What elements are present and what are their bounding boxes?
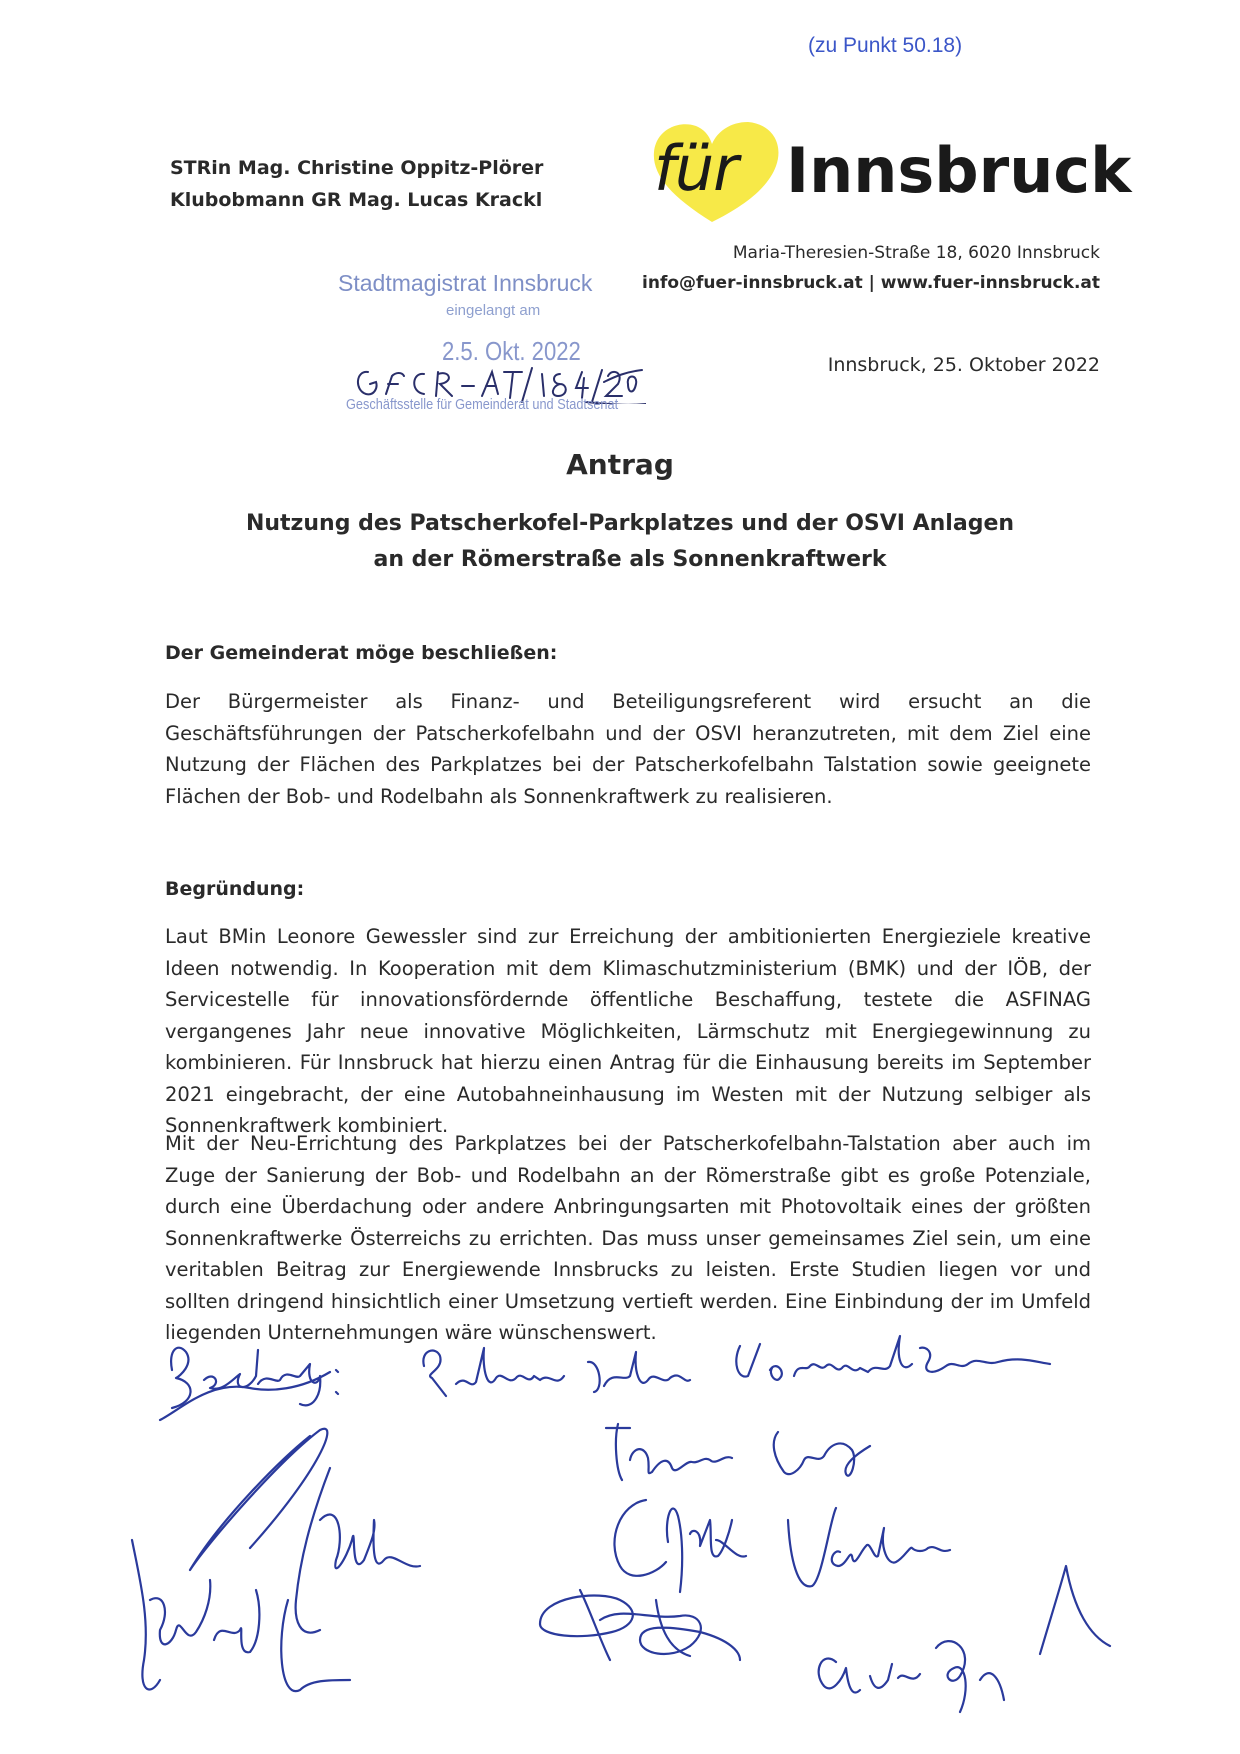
logo-word-fuer: für xyxy=(654,132,738,205)
stamp-org: Stadtmagistrat Innsbruck xyxy=(338,270,593,296)
authors-block xyxy=(170,152,543,216)
reason-paragraph-1: Laut BMin Leonore Gewessler sind zur Erreichung der ambitionierten Energieziele kreative Ideen notwendig. In Kooperation mit dem Klimaschutzministerium (BMK) und der IÖB, der Servicestelle für innovationsfördernde öffentliche Beschaffung, testete die ASFINAG vergangenes Jahr neue innovative Möglichkeiten, Lärmschutz mit Energiegewinnung zu kombinieren. Für Innsbruck hat hierzu einen Antrag für die Einhausung bereits im September 2021 eingebracht, der eine Autobahneinhausung im Westen mit der Nutzung selbiger als Sonnenkraftwerk kombiniert. xyxy=(165,925,1091,1137)
logo-word-innsbruck: Innsbruck xyxy=(786,134,1132,207)
author-1: STRin Mag. Christine Oppitz-Plörer xyxy=(170,157,544,179)
author-2: Klubobmann GR Mag. Lucas Krackl xyxy=(170,189,543,211)
signature-left-small xyxy=(132,1540,350,1691)
signature-note-entnahme xyxy=(423,1348,690,1396)
address-block xyxy=(642,238,1100,298)
stamp-received-label: eingelangt am xyxy=(446,302,541,319)
document-subtitle xyxy=(0,506,1240,578)
document-date: Innsbruck, 25. Oktober 2022 xyxy=(827,354,1100,376)
handwritten-file-number xyxy=(346,324,646,404)
received-stamp xyxy=(316,268,636,418)
motion-text: Der Bürgermeister als Finanz- und Beteiligungsreferent wird ersucht an die Geschäftsführungen der Patscherkofelbahn und der OSVI heranzutreten, mit dem Ziel eine Nutzung der Flächen des Parkplatzes bei der Patscherkofelbahn Talstation sowie geeignete Flächen der Bob- und Rodelbahn als Sonnenkraftwerk zu realisieren. xyxy=(165,690,1091,808)
agenda-reference: (zu Punkt 50.18) xyxy=(808,34,963,57)
signature-christoph xyxy=(614,1500,950,1592)
stamp-office: Geschäftsstelle für Gemeinderat und Stadtsenat xyxy=(346,396,619,413)
party-logo xyxy=(650,118,1132,228)
handwritten-signatures xyxy=(0,1320,1240,1754)
stamp-date: 2.5. Okt. 2022 xyxy=(442,336,581,366)
document-title: Antrag xyxy=(566,448,674,481)
subtitle-line-2: an der Römerstraße als Sonnenkraftwerk xyxy=(373,547,887,572)
subtitle-line-1: Nutzung des Patscherkofel-Parkplatzes und der OSVI Anlagen xyxy=(245,511,1015,536)
reason-paragraph-2: Mit der Neu-Errichtung des Parkplatzes bei der Patscherkofelbahn-Talstation aber auch im Zuge der Sanierung der Bob- und Rodelbahn an der Römerstraße gibt es große Potenziale, durch eine Überdachung oder andere Anbringungsarten mit Photovoltaik eines der größten Sonnenkraftwerke Österreichs zu errichten. Das muss unser gemeinsames Ziel sein, um eine veritablen Beitrag zur Energiewende Innsbrucks zu leisten. Erste Studien liegen vor und sollten dringend hinsichtlich einer Umsetzung vertieft werden. Eine Einbindung der im Umfeld liegenden Unternehmungen wäre wünschenswert. xyxy=(165,1132,1091,1344)
motion-heading: Der Gemeinderat möge beschließen: xyxy=(165,642,558,664)
contact-links: info@fuer-innsbruck.at | www.fuer-innsbruck.at xyxy=(642,273,1100,293)
signature-scribble xyxy=(540,1590,740,1660)
signature-theresa xyxy=(606,1424,870,1480)
street-address: Maria-Theresien-Straße 18, 6020 Innsbruck xyxy=(732,243,1100,263)
signature-note-kommunalsteuer xyxy=(736,1336,1050,1380)
reason-heading: Begründung: xyxy=(165,878,305,900)
signature-right xyxy=(819,1566,1110,1712)
signature-left-large xyxy=(190,1429,420,1633)
